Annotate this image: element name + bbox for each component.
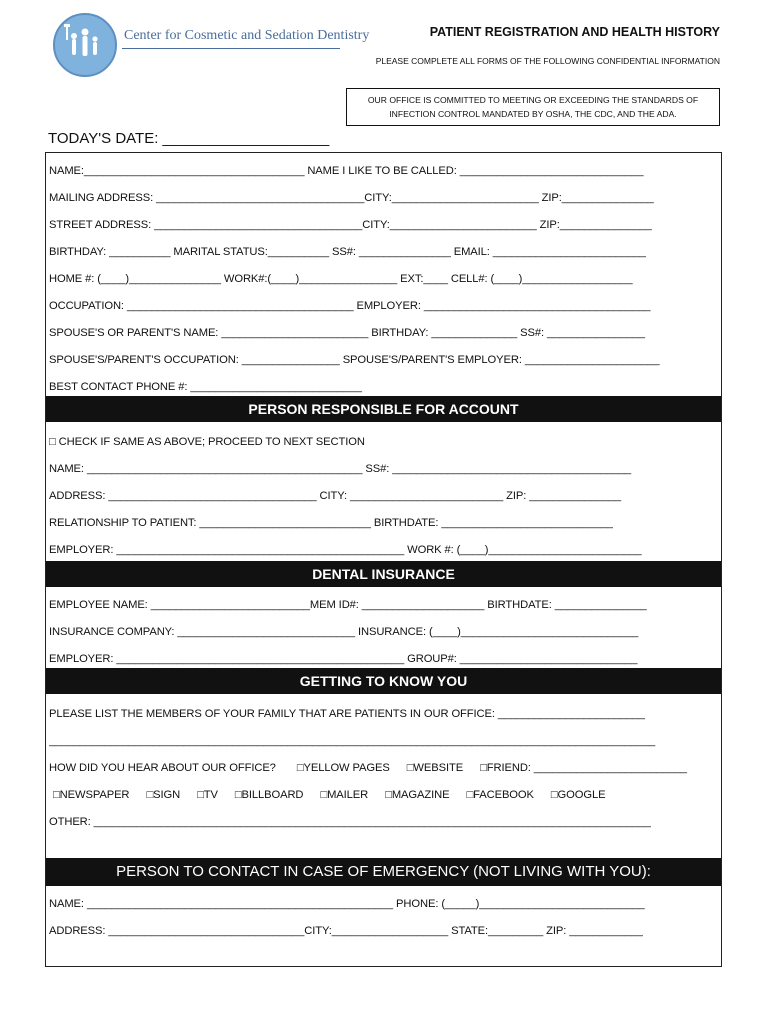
option-tv[interactable]: □TV: [197, 789, 218, 801]
responsible-section-header: PERSON RESPONSIBLE FOR ACCOUNT: [46, 396, 721, 422]
spouse-name-row[interactable]: SPOUSE'S OR PARENT'S NAME: ________________________ BIRTHDAY: ______________ SS#: ________________: [49, 327, 645, 339]
employee-name-row[interactable]: EMPLOYEE NAME: __________________________MEM ID#: ____________________ BIRTHDATE: _______________: [49, 599, 647, 611]
family-members-blank-row[interactable]: ___________________________________________________________________________________________________: [49, 735, 656, 747]
option-website[interactable]: □WEBSITE: [406, 762, 464, 774]
hear-about-options-row: [53, 788, 721, 802]
notice-line-2: INFECTION CONTROL MANDATED BY OSHA, THE CDC, AND THE ADA.: [389, 109, 677, 119]
phone-row[interactable]: HOME #: (____)_______________ WORK#:(____)________________ EXT:____ CELL#: (____)__________________: [49, 273, 633, 285]
logo-underline: [122, 48, 340, 49]
form-title: PATIENT REGISTRATION AND HEALTH HISTORY: [429, 25, 720, 39]
patient-name-row[interactable]: NAME:____________________________________ NAME I LIKE TO BE CALLED: ______________________________: [49, 165, 644, 177]
option-yellow-pages[interactable]: □YELLOW PAGES: [296, 762, 390, 774]
spouse-occupation-row[interactable]: SPOUSE'S/PARENT'S OCCUPATION: ________________ SPOUSE'S/PARENT'S EMPLOYER: ______________________: [49, 354, 660, 366]
emergency-section-header: PERSON TO CONTACT IN CASE OF EMERGENCY (NOT LIVING WITH YOU):: [46, 858, 721, 886]
hear-about-label: HOW DID YOU HEAR ABOUT OUR OFFICE?: [49, 762, 276, 774]
responsible-address-row[interactable]: ADDRESS: __________________________________ CITY: _________________________ ZIP: _______________: [49, 490, 622, 502]
infection-control-notice: [346, 88, 720, 126]
option-billboard[interactable]: □BILLBOARD: [234, 789, 304, 801]
other-source-row[interactable]: OTHER: ___________________________________________________________________________________________: [49, 816, 651, 828]
best-contact-row[interactable]: BEST CONTACT PHONE #: ____________________________: [49, 381, 362, 393]
option-facebook[interactable]: □FACEBOOK: [466, 789, 534, 801]
street-address-row[interactable]: STREET ADDRESS: __________________________________CITY:________________________ ZIP:_______________: [49, 219, 652, 231]
family-circle-logo-icon: [52, 12, 118, 78]
insurance-employer-row[interactable]: EMPLOYER: _______________________________________________ GROUP#: _____________________________: [49, 653, 638, 665]
occupation-row[interactable]: OCCUPATION: _____________________________________ EMPLOYER: _____________________________________: [49, 300, 651, 312]
option-sign[interactable]: □SIGN: [146, 789, 181, 801]
birthday-row[interactable]: BIRTHDAY: __________ MARITAL STATUS:__________ SS#: _______________ EMAIL: _________________________: [49, 246, 646, 258]
hear-about-row: [49, 761, 717, 775]
insurance-section-header: DENTAL INSURANCE: [46, 561, 721, 587]
insurance-company-row[interactable]: INSURANCE COMPANY: _____________________________ INSURANCE: (____)_____________________________: [49, 626, 639, 638]
option-friend[interactable]: □FRIEND: _________________________: [480, 762, 687, 774]
registration-form: [45, 152, 722, 967]
option-google[interactable]: □GOOGLE: [550, 789, 606, 801]
todays-date-field[interactable]: TODAY'S DATE: ____________________: [48, 130, 330, 147]
mailing-address-row[interactable]: MAILING ADDRESS: __________________________________CITY:________________________ ZIP:_______________: [49, 192, 654, 204]
option-newspaper[interactable]: □NEWSPAPER: [53, 789, 130, 801]
responsible-employer-row[interactable]: EMPLOYER: _______________________________________________ WORK #: (____)_________________________: [49, 544, 642, 556]
responsible-name-row[interactable]: NAME: _____________________________________________ SS#: _______________________________________: [49, 463, 632, 475]
relationship-row[interactable]: RELATIONSHIP TO PATIENT: ____________________________ BIRTHDATE: ____________________________: [49, 517, 613, 529]
same-as-above-checkbox[interactable]: □ CHECK IF SAME AS ABOVE; PROCEED TO NEXT SECTION: [49, 436, 365, 448]
family-members-row[interactable]: PLEASE LIST THE MEMBERS OF YOUR FAMILY THAT ARE PATIENTS IN OUR OFFICE: ________________________: [49, 708, 645, 720]
practice-name: Center for Cosmetic and Sedation Dentistry: [124, 28, 370, 43]
practice-logo: [46, 12, 370, 78]
notice-line-1: OUR OFFICE IS COMMITTED TO MEETING OR EXCEEDING THE STANDARDS OF: [367, 95, 699, 105]
emergency-name-row[interactable]: NAME: __________________________________________________ PHONE: (_____)___________________________: [49, 898, 645, 910]
option-magazine[interactable]: □MAGAZINE: [385, 789, 450, 801]
option-mailer[interactable]: □MAILER: [320, 789, 369, 801]
emergency-address-row[interactable]: ADDRESS: ________________________________CITY:___________________ STATE:_________ ZIP: ____________: [49, 925, 643, 937]
form-subtitle: PLEASE COMPLETE ALL FORMS OF THE FOLLOWING CONFIDENTIAL INFORMATION: [375, 56, 720, 66]
know-you-section-header: GETTING TO KNOW YOU: [46, 668, 721, 694]
